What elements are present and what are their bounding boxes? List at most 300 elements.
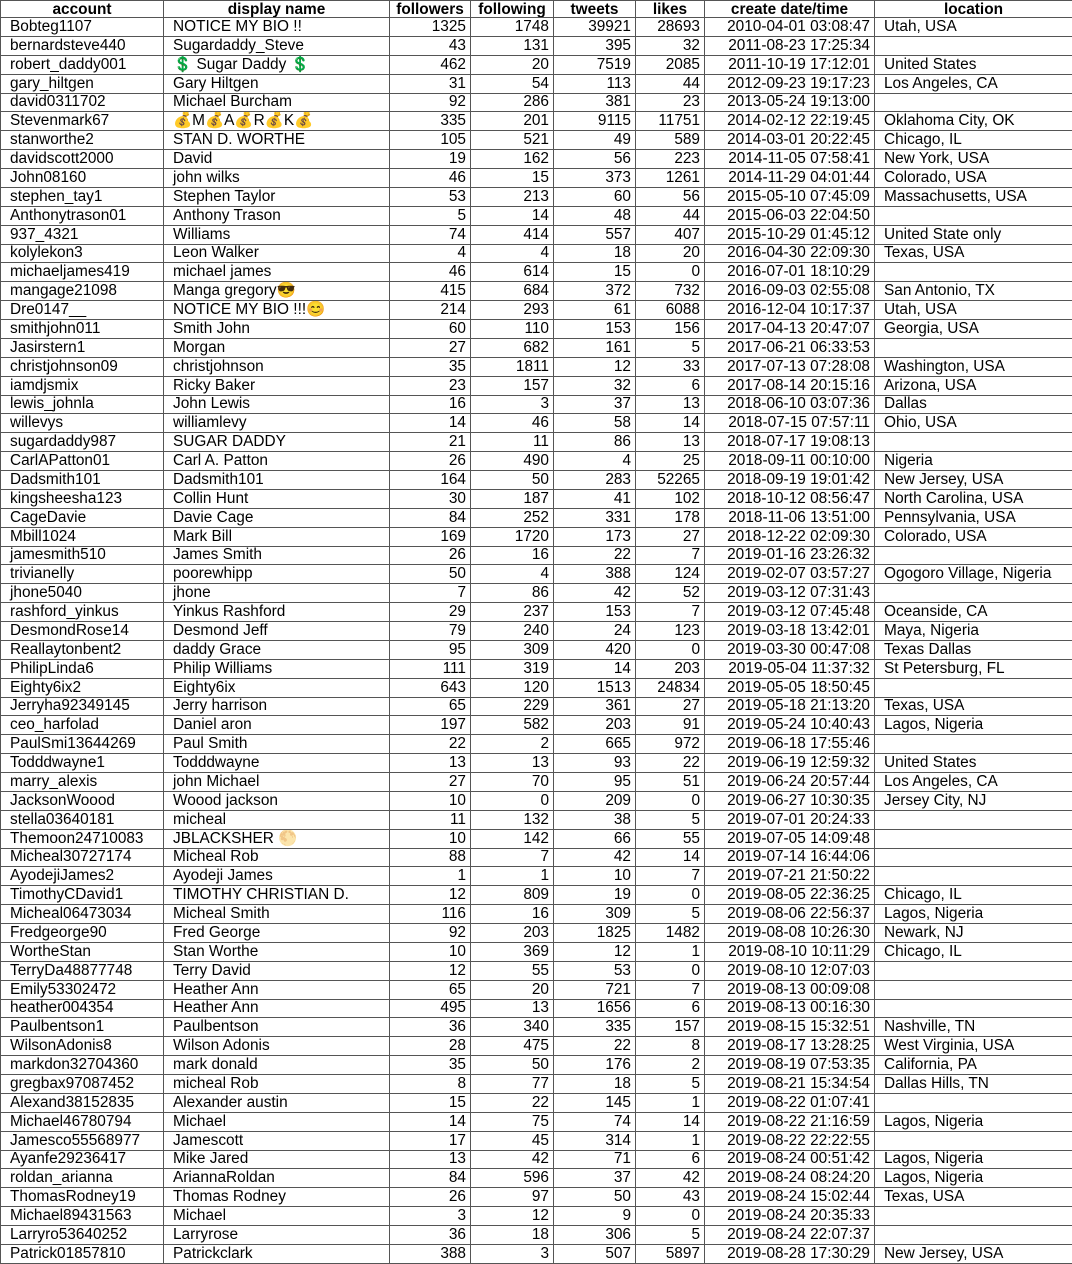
cell-tweets: 420 [554, 640, 636, 659]
table-row [1, 433, 1072, 452]
cell-following: 1811 [471, 357, 554, 376]
cell-location: Utah, USA [875, 18, 1072, 37]
table-row [1, 810, 1072, 829]
cell-likes: 1261 [636, 169, 705, 188]
cell-tweets: 74 [554, 1112, 636, 1131]
table-row [1, 584, 1072, 603]
cell-create-date: 2019-08-22 01:07:41 [705, 1093, 875, 1112]
cell-followers: 14 [390, 414, 471, 433]
cell-display-name: Desmond Jeff [164, 622, 390, 641]
cell-tweets: 306 [554, 1226, 636, 1245]
table-row [1, 829, 1072, 848]
cell-location: Oklahoma City, OK [875, 112, 1072, 131]
cell-likes: 22 [636, 754, 705, 773]
cell-create-date: 2016-04-30 22:09:30 [705, 244, 875, 263]
cell-likes: 2 [636, 1056, 705, 1075]
table-row [1, 716, 1072, 735]
cell-create-date: 2019-08-28 17:30:29 [705, 1244, 875, 1263]
cell-display-name: john wilks [164, 169, 390, 188]
cell-location: Chicago, IL [875, 886, 1072, 905]
cell-likes: 589 [636, 131, 705, 150]
cell-likes: 14 [636, 848, 705, 867]
table-row [1, 603, 1072, 622]
cell-following: 582 [471, 716, 554, 735]
cell-display-name: Daniel aron [164, 716, 390, 735]
cell-location: Pennsylvania, USA [875, 508, 1072, 527]
cell-account: iamdjsmix [1, 376, 164, 395]
cell-location: Chicago, IL [875, 942, 1072, 961]
cell-display-name: Gary Hiltgen [164, 74, 390, 93]
cell-likes: 5 [636, 338, 705, 357]
cell-create-date: 2014-02-12 22:19:45 [705, 112, 875, 131]
cell-display-name: Williams [164, 225, 390, 244]
cell-location: Lagos, Nigeria [875, 716, 1072, 735]
cell-likes: 0 [636, 791, 705, 810]
cell-tweets: 50 [554, 1188, 636, 1207]
cell-following: 16 [471, 905, 554, 924]
cell-likes: 5897 [636, 1244, 705, 1263]
table-row [1, 55, 1072, 74]
cell-create-date: 2019-05-05 18:50:45 [705, 678, 875, 697]
cell-likes: 55 [636, 829, 705, 848]
table-row [1, 395, 1072, 414]
cell-display-name: Stephen Taylor [164, 187, 390, 206]
cell-followers: 35 [390, 1056, 471, 1075]
cell-likes: 124 [636, 565, 705, 584]
cell-followers: 643 [390, 678, 471, 697]
cell-create-date: 2019-07-14 16:44:06 [705, 848, 875, 867]
cell-following: 22 [471, 1093, 554, 1112]
cell-followers: 92 [390, 924, 471, 943]
cell-following: 75 [471, 1112, 554, 1131]
cell-account: michaeljames419 [1, 263, 164, 282]
cell-tweets: 9 [554, 1207, 636, 1226]
cell-likes: 178 [636, 508, 705, 527]
cell-display-name: micheal [164, 810, 390, 829]
cell-following: 309 [471, 640, 554, 659]
cell-followers: 7 [390, 584, 471, 603]
table-row [1, 565, 1072, 584]
cell-account: stanworthe2 [1, 131, 164, 150]
cell-following: 142 [471, 829, 554, 848]
cell-create-date: 2018-10-12 08:56:47 [705, 489, 875, 508]
cell-likes: 407 [636, 225, 705, 244]
cell-account: Micheal06473034 [1, 905, 164, 924]
cell-tweets: 361 [554, 697, 636, 716]
cell-display-name: Thomas Rodney [164, 1188, 390, 1207]
table-row [1, 1131, 1072, 1150]
cell-location [875, 546, 1072, 565]
cell-following: 45 [471, 1131, 554, 1150]
cell-following: 55 [471, 961, 554, 980]
cell-location [875, 433, 1072, 452]
cell-location: Maya, Nigeria [875, 622, 1072, 641]
table-row [1, 1018, 1072, 1037]
cell-account: Ayanfe29236417 [1, 1150, 164, 1169]
cell-likes: 732 [636, 282, 705, 301]
cell-followers: 19 [390, 150, 471, 169]
cell-following: 13 [471, 999, 554, 1018]
cell-account: marry_alexis [1, 773, 164, 792]
table-row [1, 74, 1072, 93]
table-row [1, 678, 1072, 697]
cell-account: Jamesco55568977 [1, 1131, 164, 1150]
cell-account: CarlAPatton01 [1, 452, 164, 471]
cell-tweets: 56 [554, 150, 636, 169]
cell-display-name: James Smith [164, 546, 390, 565]
cell-display-name: Mark Bill [164, 527, 390, 546]
cell-likes: 0 [636, 1207, 705, 1226]
cell-followers: 462 [390, 55, 471, 74]
table-row [1, 942, 1072, 961]
cell-likes: 223 [636, 150, 705, 169]
cell-location: Lagos, Nigeria [875, 1169, 1072, 1188]
cell-likes: 203 [636, 659, 705, 678]
cell-followers: 495 [390, 999, 471, 1018]
cell-create-date: 2019-08-24 20:35:33 [705, 1207, 875, 1226]
cell-display-name: michael james [164, 263, 390, 282]
cell-display-name: Heather Ann [164, 980, 390, 999]
cell-likes: 52265 [636, 471, 705, 490]
cell-following: 97 [471, 1188, 554, 1207]
cell-account: ceo_harfolad [1, 716, 164, 735]
table-row [1, 754, 1072, 773]
cell-following: 110 [471, 320, 554, 339]
table-row [1, 1112, 1072, 1131]
cell-following: 86 [471, 584, 554, 603]
cell-location: Lagos, Nigeria [875, 905, 1072, 924]
cell-display-name: Heather Ann [164, 999, 390, 1018]
cell-account: Alexand38152835 [1, 1093, 164, 1112]
cell-create-date: 2019-08-21 15:34:54 [705, 1075, 875, 1094]
cell-display-name: Terry David [164, 961, 390, 980]
cell-display-name: Alexander austin [164, 1093, 390, 1112]
cell-likes: 5 [636, 1226, 705, 1245]
cell-location: Utah, USA [875, 301, 1072, 320]
cell-following: 475 [471, 1037, 554, 1056]
cell-followers: 335 [390, 112, 471, 131]
cell-create-date: 2018-07-15 07:57:11 [705, 414, 875, 433]
cell-display-name: Larryrose [164, 1226, 390, 1245]
cell-likes: 1 [636, 942, 705, 961]
cell-display-name: Manga gregory😎 [164, 282, 390, 301]
cell-likes: 2085 [636, 55, 705, 74]
cell-followers: 26 [390, 452, 471, 471]
cell-display-name: Micheal Rob [164, 848, 390, 867]
col-header-location: location [875, 1, 1072, 18]
table-row [1, 1093, 1072, 1112]
cell-location [875, 961, 1072, 980]
cell-tweets: 557 [554, 225, 636, 244]
cell-following: 1748 [471, 18, 554, 37]
cell-likes: 1482 [636, 924, 705, 943]
cell-create-date: 2011-08-23 17:25:34 [705, 36, 875, 55]
table-body [1, 18, 1072, 1264]
cell-tweets: 60 [554, 187, 636, 206]
cell-followers: 84 [390, 508, 471, 527]
cell-display-name: Carl A. Patton [164, 452, 390, 471]
cell-account: bernardsteve440 [1, 36, 164, 55]
cell-likes: 6 [636, 376, 705, 395]
cell-tweets: 153 [554, 320, 636, 339]
cell-location: Dallas Hills, TN [875, 1075, 1072, 1094]
cell-tweets: 113 [554, 74, 636, 93]
cell-tweets: 388 [554, 565, 636, 584]
cell-following: 596 [471, 1169, 554, 1188]
cell-display-name: Davie Cage [164, 508, 390, 527]
cell-likes: 6 [636, 1150, 705, 1169]
cell-followers: 22 [390, 735, 471, 754]
cell-following: 131 [471, 36, 554, 55]
col-header-display-name: display name [164, 1, 390, 18]
cell-create-date: 2016-09-03 02:55:08 [705, 282, 875, 301]
table-row [1, 886, 1072, 905]
cell-account: jhone5040 [1, 584, 164, 603]
table-row [1, 357, 1072, 376]
table-row [1, 508, 1072, 527]
cell-display-name: NOTICE MY BIO !!!😊 [164, 301, 390, 320]
cell-following: 12 [471, 1207, 554, 1226]
cell-tweets: 145 [554, 1093, 636, 1112]
cell-location: San Antonio, TX [875, 282, 1072, 301]
cell-location: Jersey City, NJ [875, 791, 1072, 810]
cell-display-name: John Lewis [164, 395, 390, 414]
cell-followers: 26 [390, 546, 471, 565]
cell-likes: 102 [636, 489, 705, 508]
cell-account: trivianelly [1, 565, 164, 584]
cell-account: WilsonAdonis8 [1, 1037, 164, 1056]
cell-tweets: 37 [554, 395, 636, 414]
cell-followers: 10 [390, 942, 471, 961]
cell-account: smithjohn011 [1, 320, 164, 339]
cell-following: 684 [471, 282, 554, 301]
cell-display-name: SUGAR DADDY [164, 433, 390, 452]
cell-tweets: 48 [554, 206, 636, 225]
cell-likes: 14 [636, 414, 705, 433]
cell-account: kingsheesha123 [1, 489, 164, 508]
cell-display-name: NOTICE MY BIO !! [164, 18, 390, 37]
cell-account: kolylekon3 [1, 244, 164, 263]
cell-followers: 5 [390, 206, 471, 225]
table-row [1, 1075, 1072, 1094]
cell-location: Lagos, Nigeria [875, 1112, 1072, 1131]
cell-followers: 88 [390, 848, 471, 867]
cell-following: 20 [471, 980, 554, 999]
cell-location: Georgia, USA [875, 320, 1072, 339]
cell-following: 414 [471, 225, 554, 244]
table-row [1, 112, 1072, 131]
cell-account: david0311702 [1, 93, 164, 112]
cell-create-date: 2019-06-19 12:59:32 [705, 754, 875, 773]
cell-followers: 74 [390, 225, 471, 244]
cell-create-date: 2017-06-21 06:33:53 [705, 338, 875, 357]
cell-account: roldan_arianna [1, 1169, 164, 1188]
cell-create-date: 2019-08-15 15:32:51 [705, 1018, 875, 1037]
cell-create-date: 2019-08-22 22:22:55 [705, 1131, 875, 1150]
table-row [1, 244, 1072, 263]
cell-create-date: 2019-08-05 22:36:25 [705, 886, 875, 905]
cell-followers: 28 [390, 1037, 471, 1056]
cell-display-name: Morgan [164, 338, 390, 357]
cell-followers: 12 [390, 961, 471, 980]
cell-followers: 65 [390, 980, 471, 999]
col-header-following: following [471, 1, 554, 18]
cell-followers: 415 [390, 282, 471, 301]
cell-create-date: 2018-09-19 19:01:42 [705, 471, 875, 490]
table-row [1, 452, 1072, 471]
cell-likes: 972 [636, 735, 705, 754]
cell-account: gary_hiltgen [1, 74, 164, 93]
cell-followers: 10 [390, 791, 471, 810]
cell-followers: 116 [390, 905, 471, 924]
table-row [1, 131, 1072, 150]
cell-following: 293 [471, 301, 554, 320]
table-row [1, 697, 1072, 716]
cell-following: 120 [471, 678, 554, 697]
cell-following: 4 [471, 244, 554, 263]
cell-create-date: 2017-08-14 20:15:16 [705, 376, 875, 395]
cell-followers: 84 [390, 1169, 471, 1188]
cell-location: Texas Dallas [875, 640, 1072, 659]
cell-tweets: 283 [554, 471, 636, 490]
cell-account: Eighty6ix2 [1, 678, 164, 697]
cell-location [875, 810, 1072, 829]
table-row [1, 622, 1072, 641]
cell-display-name: TIMOTHY CHRISTIAN D. [164, 886, 390, 905]
cell-following: 809 [471, 886, 554, 905]
cell-account: CageDavie [1, 508, 164, 527]
cell-likes: 5 [636, 905, 705, 924]
cell-display-name: Woood jackson [164, 791, 390, 810]
cell-create-date: 2019-08-13 00:09:08 [705, 980, 875, 999]
cell-location: St Petersburg, FL [875, 659, 1072, 678]
cell-account: lewis_johnla [1, 395, 164, 414]
cell-likes: 7 [636, 603, 705, 622]
cell-location: New Jersey, USA [875, 1244, 1072, 1263]
cell-location: Washington, USA [875, 357, 1072, 376]
cell-create-date: 2015-10-29 01:45:12 [705, 225, 875, 244]
cell-likes: 51 [636, 773, 705, 792]
table-row [1, 735, 1072, 754]
cell-followers: 50 [390, 565, 471, 584]
cell-location: Colorado, USA [875, 527, 1072, 546]
cell-likes: 43 [636, 1188, 705, 1207]
cell-following: 46 [471, 414, 554, 433]
cell-account: davidscott2000 [1, 150, 164, 169]
cell-tweets: 381 [554, 93, 636, 112]
cell-likes: 11751 [636, 112, 705, 131]
cell-tweets: 39921 [554, 18, 636, 37]
cell-create-date: 2019-08-24 08:24:20 [705, 1169, 875, 1188]
cell-create-date: 2019-08-13 00:16:30 [705, 999, 875, 1018]
cell-location: Nashville, TN [875, 1018, 1072, 1037]
cell-display-name: Todddwayne [164, 754, 390, 773]
cell-tweets: 86 [554, 433, 636, 452]
cell-location: North Carolina, USA [875, 489, 1072, 508]
cell-followers: 26 [390, 1188, 471, 1207]
cell-tweets: 372 [554, 282, 636, 301]
cell-tweets: 721 [554, 980, 636, 999]
table-row [1, 1188, 1072, 1207]
cell-display-name: 💰M💰A💰R💰K💰 [164, 112, 390, 131]
cell-account: rashford_yinkus [1, 603, 164, 622]
cell-account: AyodejiJames2 [1, 867, 164, 886]
cell-create-date: 2019-08-06 22:56:37 [705, 905, 875, 924]
cell-likes: 33 [636, 357, 705, 376]
table-row [1, 471, 1072, 490]
cell-display-name: williamlevy [164, 414, 390, 433]
cell-tweets: 15 [554, 263, 636, 282]
cell-tweets: 12 [554, 357, 636, 376]
cell-display-name: Michael [164, 1207, 390, 1226]
cell-followers: 36 [390, 1018, 471, 1037]
cell-likes: 44 [636, 206, 705, 225]
cell-location [875, 584, 1072, 603]
cell-display-name: Jerry harrison [164, 697, 390, 716]
table-row [1, 980, 1072, 999]
cell-display-name: christjohnson [164, 357, 390, 376]
cell-likes: 156 [636, 320, 705, 339]
cell-followers: 43 [390, 36, 471, 55]
cell-display-name: Ayodeji James [164, 867, 390, 886]
cell-create-date: 2018-09-11 00:10:00 [705, 452, 875, 471]
cell-location [875, 848, 1072, 867]
cell-create-date: 2019-08-24 22:07:37 [705, 1226, 875, 1245]
cell-following: 54 [471, 74, 554, 93]
cell-location [875, 1226, 1072, 1245]
cell-likes: 7 [636, 867, 705, 886]
table-row [1, 169, 1072, 188]
cell-display-name: 💲 Sugar Daddy 💲 [164, 55, 390, 74]
cell-create-date: 2016-07-01 18:10:29 [705, 263, 875, 282]
cell-create-date: 2019-08-10 10:11:29 [705, 942, 875, 961]
header-row [1, 1, 1072, 18]
cell-followers: 8 [390, 1075, 471, 1094]
cell-account: TerryDa48877748 [1, 961, 164, 980]
table-row [1, 924, 1072, 943]
cell-account: Anthonytrason01 [1, 206, 164, 225]
cell-location [875, 678, 1072, 697]
cell-create-date: 2019-01-16 23:26:32 [705, 546, 875, 565]
cell-tweets: 176 [554, 1056, 636, 1075]
cell-create-date: 2014-11-29 04:01:44 [705, 169, 875, 188]
cell-location: United States [875, 55, 1072, 74]
cell-likes: 27 [636, 527, 705, 546]
cell-location [875, 867, 1072, 886]
cell-account: Emily53302472 [1, 980, 164, 999]
cell-tweets: 53 [554, 961, 636, 980]
cell-account: PhilipLinda6 [1, 659, 164, 678]
cell-display-name: Stan Worthe [164, 942, 390, 961]
cell-followers: 10 [390, 829, 471, 848]
cell-likes: 23 [636, 93, 705, 112]
cell-create-date: 2011-10-19 17:12:01 [705, 55, 875, 74]
cell-following: 50 [471, 471, 554, 490]
table-row [1, 301, 1072, 320]
table-row [1, 376, 1072, 395]
cell-display-name: jhone [164, 584, 390, 603]
cell-location: West Virginia, USA [875, 1037, 1072, 1056]
cell-account: Jasirstern1 [1, 338, 164, 357]
cell-tweets: 49 [554, 131, 636, 150]
cell-display-name: AriannaRoldan [164, 1169, 390, 1188]
cell-location [875, 1207, 1072, 1226]
cell-followers: 65 [390, 697, 471, 716]
cell-tweets: 18 [554, 1075, 636, 1094]
cell-account: Dre0147__ [1, 301, 164, 320]
cell-following: 16 [471, 546, 554, 565]
cell-tweets: 373 [554, 169, 636, 188]
